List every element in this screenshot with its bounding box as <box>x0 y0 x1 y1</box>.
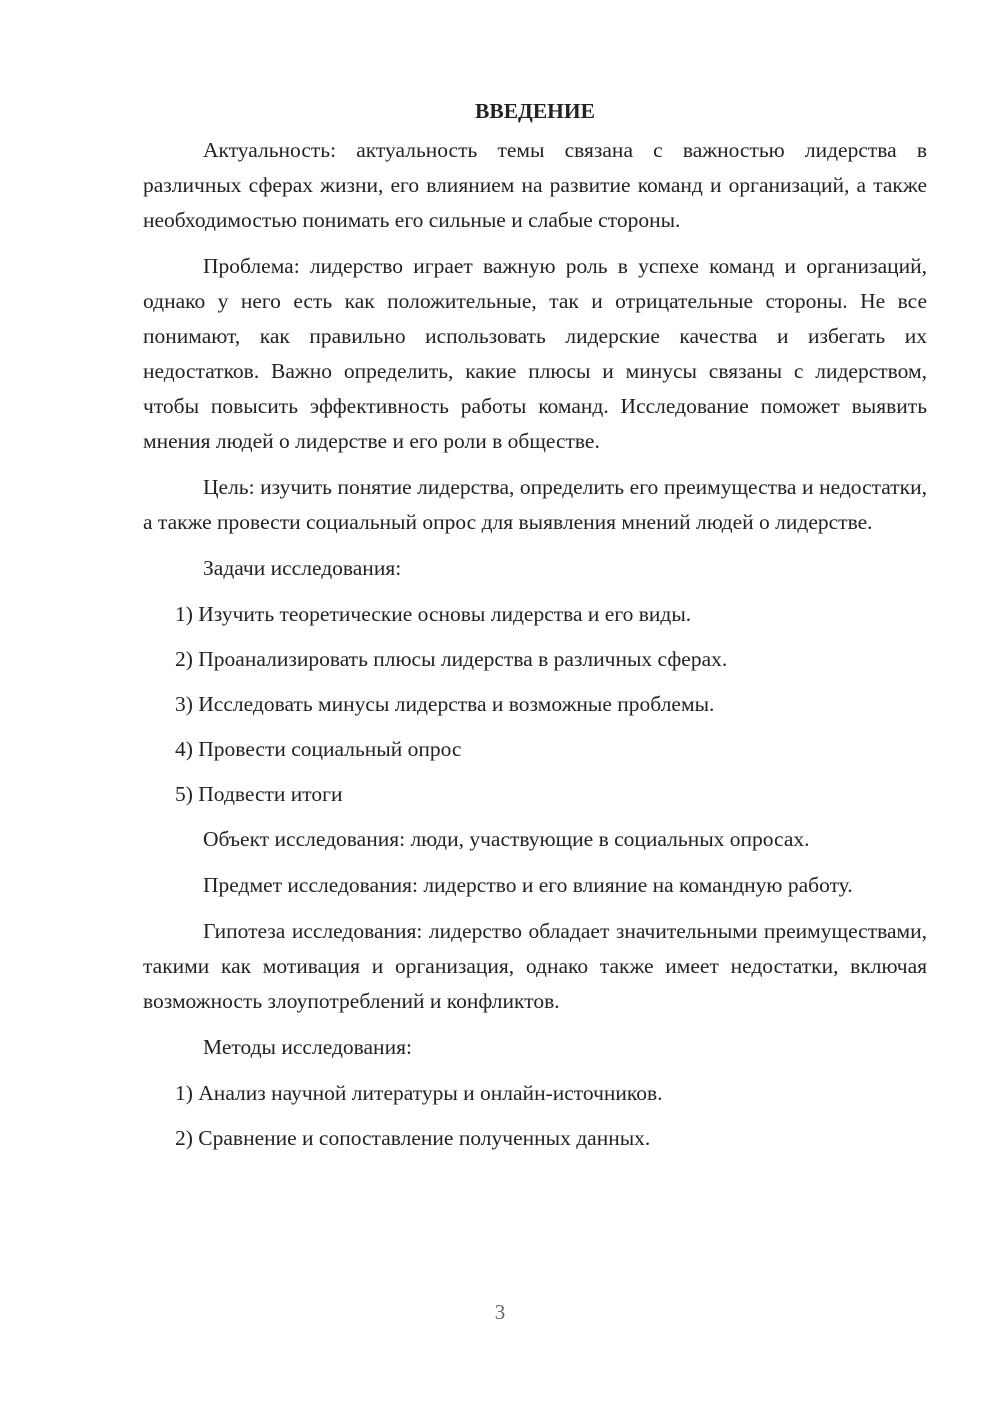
page-content <box>143 96 927 1166</box>
page-title: ВВЕДЕНИЕ <box>475 99 595 123</box>
methods-label: Методы исследования: <box>203 1035 412 1059</box>
hypothesis-paragraph: Гипотеза исследования: лидерство обладает значительными преимуществами, такими как мотивация и организация, однако также имеет недостатки, включая возможность злоупотреблений и конфликтов. <box>143 919 927 1013</box>
task-item: 4) Провести социальный опрос <box>175 737 462 761</box>
task-item: 2) Проанализировать плюсы лидерства в различных сферах. <box>175 647 728 671</box>
methods-list <box>143 1076 927 1156</box>
problem-paragraph: Проблема: лидерство играет важную роль в успехе команд и организаций, однако у него есть как положительные, так и отрицательные стороны. Не все понимают, как правильно использовать лидерские качества и избегать их недостатков. Важно определить, какие плюсы и минусы связаны с лидерством, чтобы повысить эффективность работы команд. Исследование поможет выявить мнения людей о лидерстве и его роли в обществе. <box>143 254 927 453</box>
tasks-label: Задачи исследования: <box>203 556 402 580</box>
goal-paragraph: Цель: изучить понятие лидерства, определить его преимущества и недостатки, а также провести социальный опрос для выявления мнений людей о лидерстве. <box>143 475 927 534</box>
method-item: 2) Сравнение и сопоставление полученных данных. <box>175 1126 651 1150</box>
task-item: 1) Изучить теоретические основы лидерства и его виды. <box>175 602 692 626</box>
object-paragraph: Объект исследования: люди, участвующие в социальных опросах. <box>203 827 810 851</box>
tasks-list <box>143 597 927 812</box>
subject-paragraph: Предмет исследования: лидерство и его влияние на командную работу. <box>203 873 853 897</box>
relevance-paragraph: Актуальность: актуальность темы связана с важностью лидерства в различных сферах жизни, его влиянием на развитие команд и организаций, а также необходимостью понимать его сильные и слабые стороны. <box>143 138 927 232</box>
task-item: 3) Исследовать минусы лидерства и возможные проблемы. <box>175 692 715 716</box>
task-item: 5) Подвести итоги <box>175 782 343 806</box>
page-number: 3 <box>494 1300 506 1324</box>
method-item: 1) Анализ научной литературы и онлайн-источников. <box>175 1081 663 1105</box>
